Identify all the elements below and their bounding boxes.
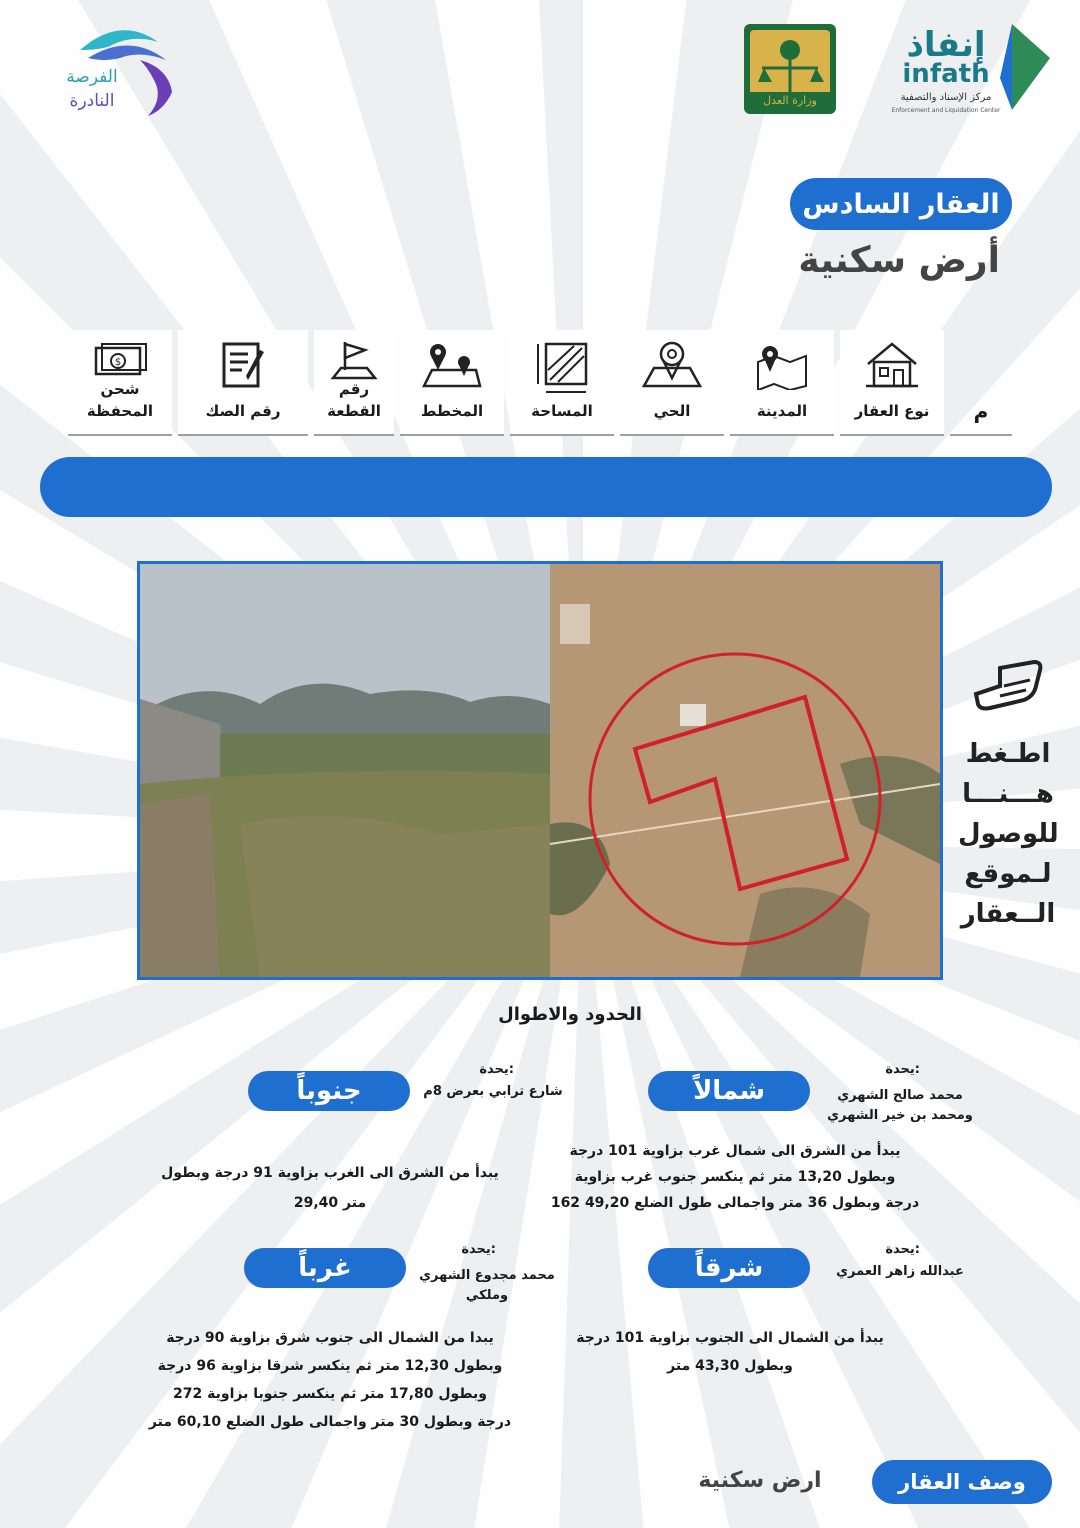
east-description [550, 1324, 910, 1380]
north-bounded-by-1: محمد صالح الشهري [837, 1088, 963, 1103]
click-text-line-5: الــعقار [960, 899, 1056, 929]
west-bounded-by-1: محمد مجدوع الشهري [419, 1268, 555, 1283]
south-desc-1: يبدأ من الشرق الى الغرب بزاوية 91 درجة وبطول [161, 1165, 499, 1181]
infath-logo-latin: infath [902, 59, 990, 89]
west-desc-3: وبطول 17,80 متر ثم ينكسر جنوبا بزاوية 272 [173, 1386, 487, 1402]
infath-logo-tagline-en: Enforcement and Liquidation Center [891, 107, 1001, 114]
column-deposit-label: شحن المحفظة [86, 380, 154, 420]
north-bounded-by [820, 1086, 980, 1126]
property-description-label: وصف العقار [872, 1460, 1052, 1504]
west-desc-4: درجة وبطول 30 متر واجمالى طول الضلع 60,10 متر [148, 1414, 512, 1430]
deed-icon [178, 340, 308, 392]
column-property-type-label: نوع العقار [854, 402, 930, 420]
column-plan-label: المخطط [420, 402, 484, 420]
west-description [130, 1324, 530, 1436]
pointing-hand-icon[interactable] [970, 656, 1046, 716]
column-plan [400, 330, 504, 436]
south-pill: جنوباً [248, 1071, 410, 1111]
east-bounded-by: عبدالله زاهر العمري [836, 1264, 964, 1279]
ministry-of-justice-logo [742, 22, 838, 116]
east-pill: شرقاً [648, 1248, 810, 1288]
property-title: العقار السادس [790, 178, 1012, 230]
column-index-label: م [973, 399, 989, 423]
west-bounded-by-2: وملكي [465, 1288, 509, 1303]
forsa-logo-line1: الفرصة [66, 67, 118, 87]
svg-text:$: $ [114, 357, 122, 368]
west-bounded-by [412, 1266, 562, 1306]
column-index [950, 330, 1012, 436]
north-desc-3: درجة وبطول 36 متر واجمالى طول الضلع 49,20 162 [550, 1195, 920, 1211]
south-description [140, 1158, 520, 1218]
east-desc-2: وبطول 43,30 متر [667, 1358, 793, 1374]
column-area [510, 330, 614, 436]
click-text-line-2: هـــنـــا [962, 779, 1054, 809]
click-text-line-1: اطـغط [965, 739, 1051, 769]
column-plot-label: رقم القطعة [327, 380, 381, 420]
infath-logo-tagline-ar: مركز الإسناد والتصفية [900, 92, 992, 103]
infath-logo-arabic: إنفاذ [906, 25, 986, 65]
column-district-label: الحي [653, 402, 691, 420]
forsa-logo [40, 20, 180, 120]
area-icon [510, 340, 614, 392]
east-desc-1: يبدأ من الشمال الى الجنوب بزاوية 101 درجة [576, 1330, 884, 1346]
column-deposit [68, 330, 172, 436]
city-map-icon [730, 340, 834, 392]
north-desc-2: وبطول 13,20 متر ثم ينكسر جنوب غرب بزاوية [574, 1169, 896, 1185]
column-city-label: المدينة [756, 402, 808, 420]
north-bounded-by-2: ومحمد بن خير الشهري [827, 1108, 973, 1123]
column-property-type [840, 330, 944, 436]
click-here-link[interactable] [958, 734, 1058, 934]
west-bounded-by-label: يحدة: [461, 1242, 496, 1257]
north-description [540, 1138, 930, 1216]
column-area-label: المساحة [531, 402, 593, 420]
west-desc-2: وبطول 12,30 متر ثم ينكسر شرقا بزاوية 96 درجة [157, 1358, 503, 1374]
column-plot [314, 330, 394, 436]
west-desc-1: يبدا من الشمال الى جنوب شرق بزاوية 90 درجة [166, 1330, 494, 1346]
click-text-line-3: للوصول [958, 819, 1059, 849]
plan-icon [400, 340, 504, 392]
house-icon [840, 340, 944, 392]
column-district [620, 330, 724, 436]
property-subtitle: أرض سكنية [798, 240, 1000, 281]
property-description-value: ارض سكنية [698, 1468, 822, 1493]
column-deed-label: رقم الصك [205, 402, 281, 420]
east-bounded-by-label: يحدة: [885, 1242, 920, 1257]
bounds-title: الحدود والاطوال [498, 1004, 642, 1025]
north-desc-1: يبدأ من الشرق الى شمال غرب بزاوية 101 درجة [569, 1143, 901, 1159]
land-photo [140, 564, 550, 977]
click-text-line-4: لـموقع [964, 859, 1052, 889]
satellite-image [550, 564, 940, 977]
forsa-logo-line2: النادرة [69, 91, 115, 111]
west-pill: غرباً [244, 1248, 406, 1288]
south-bounded-by: شارع ترابي بعرض 8م [423, 1084, 563, 1099]
moj-logo-text: وزارة العدل [763, 94, 817, 107]
south-bounded-by-label: يحدة: [479, 1062, 514, 1077]
south-desc-2: متر 29,40 [293, 1195, 367, 1211]
north-pill: شمالاً [648, 1071, 810, 1111]
property-images[interactable] [137, 561, 943, 980]
column-city [730, 330, 834, 436]
property-data-row [40, 457, 1052, 517]
column-deed [178, 330, 308, 436]
infath-logo [882, 18, 1052, 118]
north-bounded-by-label: يحدة: [885, 1062, 920, 1077]
district-pin-icon [620, 340, 724, 392]
